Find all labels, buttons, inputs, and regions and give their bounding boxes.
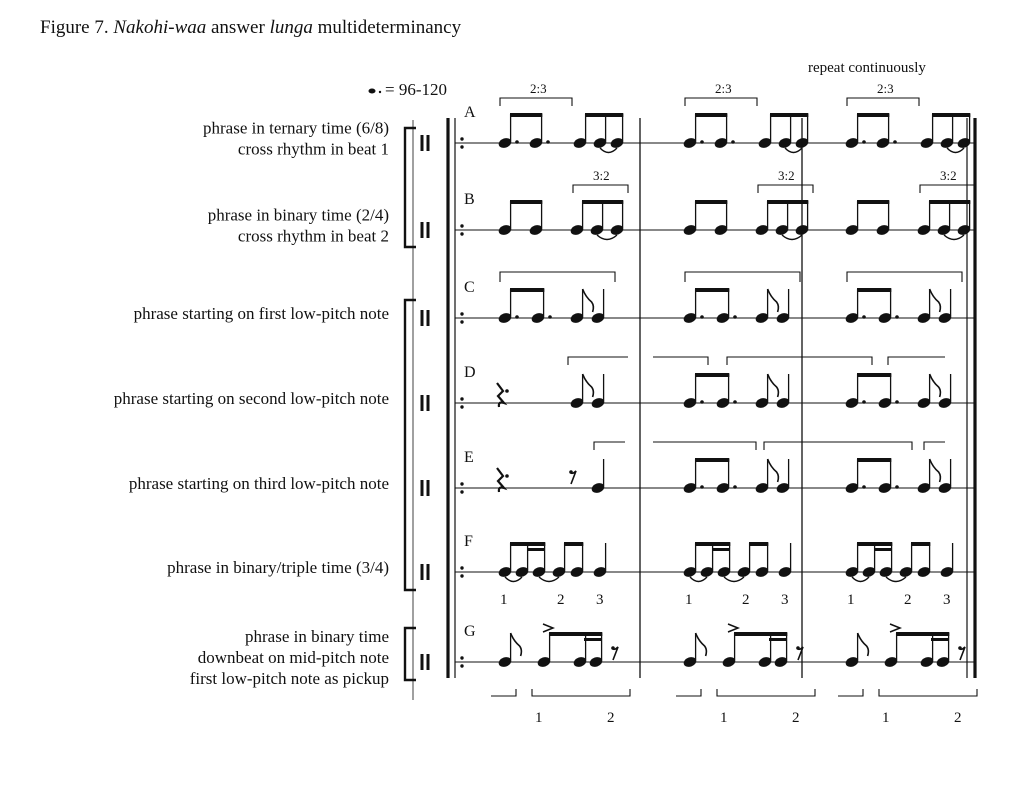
repeat-sign-icon xyxy=(460,482,463,485)
tempo-marking xyxy=(369,80,448,99)
beam xyxy=(932,113,970,117)
flag xyxy=(930,374,941,397)
group-bracket xyxy=(405,300,416,590)
tie xyxy=(724,577,744,582)
accent-icon xyxy=(890,624,900,632)
tuplet-label: 3:2 xyxy=(778,168,795,183)
secondary-beam xyxy=(712,548,730,551)
flag xyxy=(768,374,779,397)
phrase-bracket xyxy=(727,357,872,365)
beat-count: 1 xyxy=(847,592,855,608)
beat-bracket xyxy=(717,689,815,696)
phrase-bracket xyxy=(653,357,708,365)
row-label-d: phrase starting on second low-pitch note xyxy=(113,389,389,408)
percussion-clef-icon xyxy=(422,480,428,496)
repeat-sign-icon xyxy=(460,656,463,659)
flag xyxy=(930,459,941,482)
flag xyxy=(768,459,779,482)
accent-icon xyxy=(728,624,738,632)
flag xyxy=(583,374,594,397)
beam xyxy=(510,288,544,292)
beat-count: 3 xyxy=(596,592,604,608)
row-label-b: cross rhythm in beat 2 xyxy=(237,226,389,246)
row-label-a: cross rhythm in beat 1 xyxy=(237,139,389,159)
repeat-sign-icon xyxy=(460,320,463,323)
row-letter: B xyxy=(464,191,475,208)
percussion-clef-icon xyxy=(422,654,428,670)
beam xyxy=(695,288,729,292)
phrase-bracket xyxy=(685,272,800,282)
beam xyxy=(749,542,768,546)
pickup-bracket xyxy=(838,689,863,696)
repeat-sign-icon xyxy=(460,664,463,667)
system-lines xyxy=(405,118,975,700)
repeat-sign-icon xyxy=(460,232,463,235)
eighth-rest-dot xyxy=(796,646,800,650)
row-letter: D xyxy=(464,364,476,381)
row-label-c: phrase starting on first low-pitch note xyxy=(133,304,389,323)
beam xyxy=(695,200,727,204)
eighth-rest-dot xyxy=(958,646,962,650)
beam xyxy=(857,288,891,292)
beat-count: 3 xyxy=(781,592,789,608)
repeat-sign-icon xyxy=(460,145,463,148)
beat-count: 2 xyxy=(904,592,912,608)
rest-dot xyxy=(505,389,509,393)
beam xyxy=(734,632,787,636)
row-letter: E xyxy=(464,449,474,466)
repeat-sign-icon xyxy=(460,490,463,493)
tie xyxy=(690,577,707,582)
row-label-g: phrase in binary time xyxy=(245,627,389,646)
phrase-bracket xyxy=(847,98,919,106)
repeat-sign-icon xyxy=(460,574,463,577)
beam xyxy=(911,542,930,546)
beam xyxy=(857,373,891,377)
flag xyxy=(583,289,594,312)
secondary-beam xyxy=(874,548,892,551)
phrase-bracket xyxy=(847,272,962,282)
beam xyxy=(510,113,542,117)
group-bracket xyxy=(405,628,416,680)
beam xyxy=(695,113,727,117)
eighth-rest-dot xyxy=(611,646,615,650)
row-letter: G xyxy=(464,623,476,640)
flag xyxy=(696,633,707,656)
figure-caption: Figure 7. Nakohi-waa answer lunga multideterminancy xyxy=(40,17,462,38)
beam xyxy=(857,200,889,204)
percussion-clef-icon xyxy=(422,135,428,151)
phrase-bracket xyxy=(568,357,628,365)
rest-dot xyxy=(505,474,509,478)
repeat-sign-icon xyxy=(460,224,463,227)
repeat-sign-icon xyxy=(460,405,463,408)
tie xyxy=(597,235,617,240)
tuplet-label: 3:2 xyxy=(593,168,610,183)
flag xyxy=(858,633,869,656)
repeat-note: repeat continuously xyxy=(808,60,926,76)
tuplet-label: 2:3 xyxy=(715,81,732,96)
beam xyxy=(549,632,602,636)
tie xyxy=(539,577,559,582)
tie xyxy=(852,577,869,582)
beam xyxy=(929,200,970,204)
group-bracket xyxy=(405,128,416,247)
tie xyxy=(785,148,802,153)
phrase-bracket xyxy=(758,185,813,193)
phrase-bracket xyxy=(888,357,945,365)
beat-count: 1 xyxy=(500,592,508,608)
row-label-b: phrase in binary time (2/4) xyxy=(207,205,389,225)
beam xyxy=(695,458,729,462)
repeat-sign-icon xyxy=(460,137,463,140)
phrase-bracket xyxy=(653,442,756,450)
beat-bracket xyxy=(879,689,977,696)
tie xyxy=(782,235,802,240)
row-label-g: first low-pitch note as pickup xyxy=(189,669,389,688)
secondary-beam xyxy=(931,638,949,641)
secondary-beam xyxy=(527,548,545,551)
notation-rows xyxy=(464,81,975,669)
row-labels xyxy=(114,119,389,689)
row-label-e: phrase starting on third low-pitch note xyxy=(128,474,389,493)
accent-icon xyxy=(543,624,553,632)
row-letter: A xyxy=(464,104,476,121)
beat-count: 3 xyxy=(943,592,951,608)
beat-count: 1 xyxy=(685,592,693,608)
measure-group xyxy=(497,81,628,669)
beat-count: 2 xyxy=(742,592,750,608)
repeat-sign-icon xyxy=(460,566,463,569)
beam xyxy=(770,113,808,117)
tie xyxy=(886,577,906,582)
tie xyxy=(505,577,522,582)
row-letter: F xyxy=(464,533,473,550)
beam xyxy=(896,632,949,636)
tie xyxy=(947,148,964,153)
pickup-bracket xyxy=(491,689,516,696)
bottom-count: 2 xyxy=(792,710,800,726)
tuplet-label: 2:3 xyxy=(530,81,547,96)
tie xyxy=(944,235,964,240)
tuplet-label: 2:3 xyxy=(877,81,894,96)
flag xyxy=(511,633,522,656)
tempo-text: = 96-120 xyxy=(385,80,447,99)
beam xyxy=(695,373,729,377)
dotted-quarter-note-icon xyxy=(369,89,382,94)
row-letter: C xyxy=(464,279,475,296)
pickup-bracket xyxy=(676,689,701,696)
beam xyxy=(510,200,542,204)
repeat-sign-icon xyxy=(460,312,463,315)
row-label-a: phrase in ternary time (6/8) xyxy=(203,118,389,138)
beat-bracket xyxy=(532,689,630,696)
row-label-f: phrase in binary/triple time (3/4) xyxy=(167,558,389,577)
percussion-clef-icon xyxy=(422,395,428,411)
eighth-rest-dot xyxy=(569,470,573,474)
phrase-bracket xyxy=(500,98,572,106)
bottom-count: 1 xyxy=(882,710,890,726)
bottom-count: 1 xyxy=(535,710,543,726)
secondary-beam xyxy=(769,638,787,641)
flag xyxy=(768,289,779,312)
secondary-beam xyxy=(584,638,602,641)
phrase-bracket xyxy=(924,442,945,450)
percussion-clef-icon xyxy=(422,310,428,326)
beam xyxy=(582,200,623,204)
phrase-bracket xyxy=(764,442,912,450)
measure-group xyxy=(682,81,813,669)
beam xyxy=(857,542,892,546)
beam xyxy=(857,458,891,462)
phrase-bracket xyxy=(500,272,615,282)
beat-count: 2 xyxy=(557,592,565,608)
bottom-count-brackets xyxy=(491,689,977,726)
beam xyxy=(585,113,623,117)
bottom-count: 2 xyxy=(954,710,962,726)
percussion-clef-icon xyxy=(422,564,428,580)
beam xyxy=(564,542,583,546)
beam xyxy=(510,542,545,546)
repeat-sign-icon xyxy=(460,397,463,400)
phrase-bracket xyxy=(685,98,757,106)
flag xyxy=(930,289,941,312)
percussion-clef-icon xyxy=(422,222,428,238)
row-label-g: downbeat on mid-pitch note xyxy=(197,648,389,667)
phrase-bracket xyxy=(573,185,628,193)
tuplet-label: 3:2 xyxy=(940,168,957,183)
tie xyxy=(600,148,617,153)
bottom-count: 2 xyxy=(607,710,615,726)
phrase-bracket xyxy=(594,442,625,450)
bottom-count: 1 xyxy=(720,710,728,726)
measure-group xyxy=(844,81,975,669)
beam xyxy=(857,113,889,117)
beam xyxy=(695,542,730,546)
